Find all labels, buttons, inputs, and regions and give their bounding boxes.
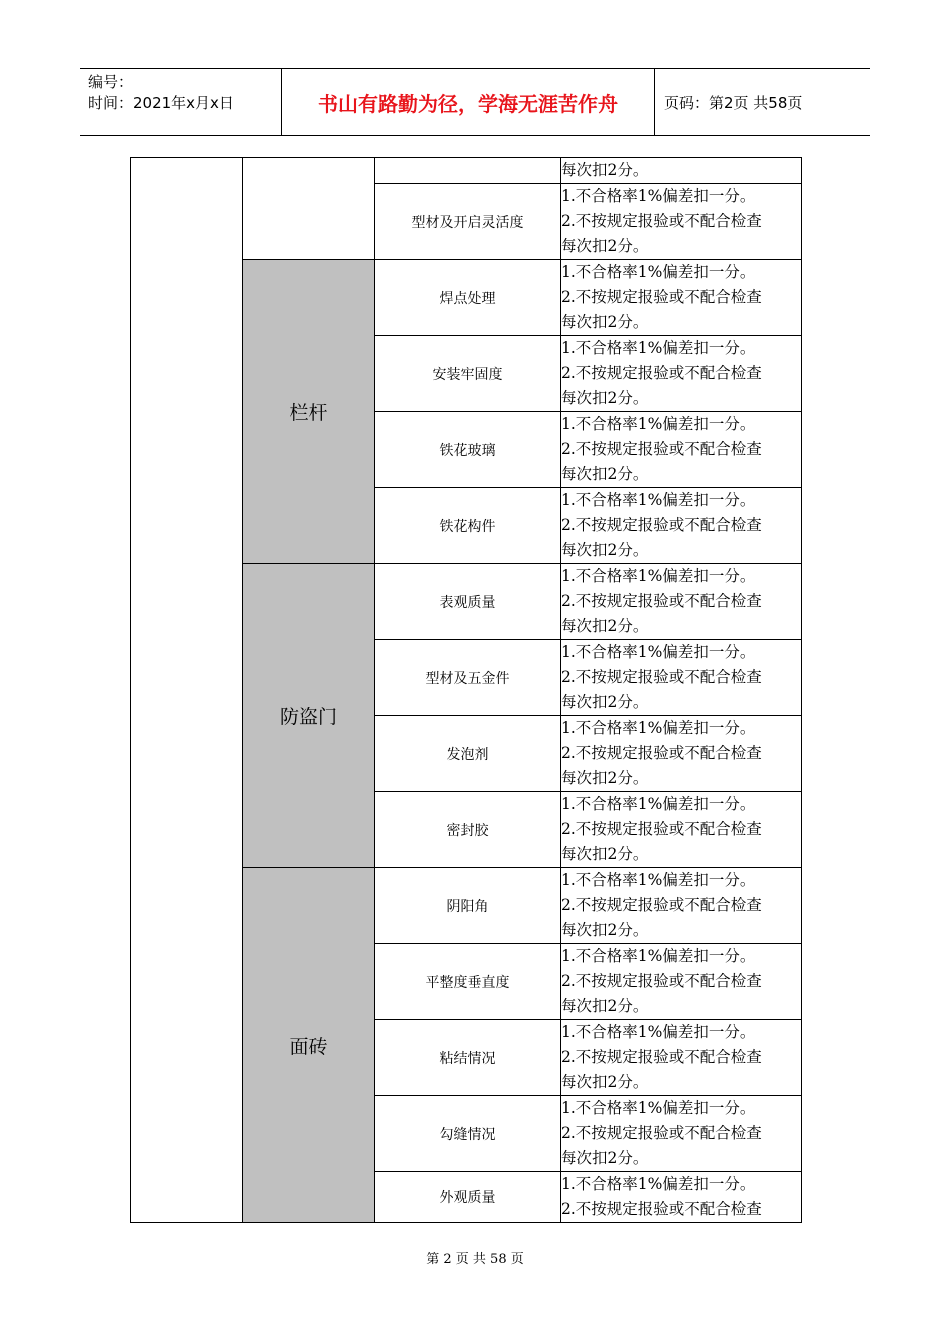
number-label: 编号： <box>88 73 134 91</box>
item-cell: 型材及开启灵活度 <box>375 184 561 260</box>
item-cell: 型材及五金件 <box>375 640 561 716</box>
criteria-cell: 1.不合格率1%偏差扣一分。 2.不按规定报验或不配合检查 每次扣2分。 <box>561 412 802 488</box>
criteria-cell: 1.不合格率1%偏差扣一分。 2.不按规定报验或不配合检查 每次扣2分。 <box>561 792 802 868</box>
criteria-cell: 1.不合格率1%偏差扣一分。 2.不按规定报验或不配合检查 每次扣2分。 <box>561 640 802 716</box>
time-label: 时间：2021年x月x日 <box>88 94 234 112</box>
header-motto: 书山有路勤为径，学海无涯苦作舟 <box>318 91 618 116</box>
item-cell <box>375 158 561 184</box>
item-cell: 发泡剂 <box>375 716 561 792</box>
header-meta <box>88 72 234 114</box>
criteria-cell: 1.不合格率1%偏差扣一分。 2.不按规定报验或不配合检查 <box>561 1172 802 1223</box>
criteria-cell: 1.不合格率1%偏差扣一分。 2.不按规定报验或不配合检查 每次扣2分。 <box>561 868 802 944</box>
criteria-cell: 1.不合格率1%偏差扣一分。 2.不按规定报验或不配合检查 每次扣2分。 <box>561 336 802 412</box>
item-cell: 铁花玻璃 <box>375 412 561 488</box>
criteria-cell: 1.不合格率1%偏差扣一分。 2.不按规定报验或不配合检查 每次扣2分。 <box>561 716 802 792</box>
category-cell-continued <box>243 158 375 260</box>
criteria-cell: 1.不合格率1%偏差扣一分。 2.不按规定报验或不配合检查 每次扣2分。 <box>561 944 802 1020</box>
category-tile: 面砖 <box>243 868 375 1223</box>
table-row <box>131 158 802 184</box>
item-cell: 焊点处理 <box>375 260 561 336</box>
item-cell: 勾缝情况 <box>375 1096 561 1172</box>
item-cell: 平整度垂直度 <box>375 944 561 1020</box>
item-cell: 安装牢固度 <box>375 336 561 412</box>
criteria-cell: 1.不合格率1%偏差扣一分。 2.不按规定报验或不配合检查 每次扣2分。 <box>561 1096 802 1172</box>
item-cell: 密封胶 <box>375 792 561 868</box>
inspection-table <box>130 157 802 1223</box>
criteria-cell: 1.不合格率1%偏差扣一分。 2.不按规定报验或不配合检查 每次扣2分。 <box>561 1020 802 1096</box>
header-page-label: 页码：第2页 共58页 <box>664 93 803 112</box>
category-security-door: 防盗门 <box>243 564 375 868</box>
item-cell: 外观质量 <box>375 1172 561 1223</box>
item-cell: 粘结情况 <box>375 1020 561 1096</box>
criteria-cell: 1.不合格率1%偏差扣一分。 2.不按规定报验或不配合检查 每次扣2分。 <box>561 184 802 260</box>
header-divider <box>654 68 655 136</box>
criteria-cell: 1.不合格率1%偏差扣一分。 2.不按规定报验或不配合检查 每次扣2分。 <box>561 564 802 640</box>
category-railing: 栏杆 <box>243 260 375 564</box>
item-cell: 铁花构件 <box>375 488 561 564</box>
blank-column-cell <box>131 158 243 1223</box>
criteria-cell: 每次扣2分。 <box>561 158 802 184</box>
criteria-cell: 1.不合格率1%偏差扣一分。 2.不按规定报验或不配合检查 每次扣2分。 <box>561 488 802 564</box>
page-footer: 第 2 页 共 58 页 <box>426 1252 524 1267</box>
item-cell: 表观质量 <box>375 564 561 640</box>
criteria-cell: 1.不合格率1%偏差扣一分。 2.不按规定报验或不配合检查 每次扣2分。 <box>561 260 802 336</box>
item-cell: 阴阳角 <box>375 868 561 944</box>
